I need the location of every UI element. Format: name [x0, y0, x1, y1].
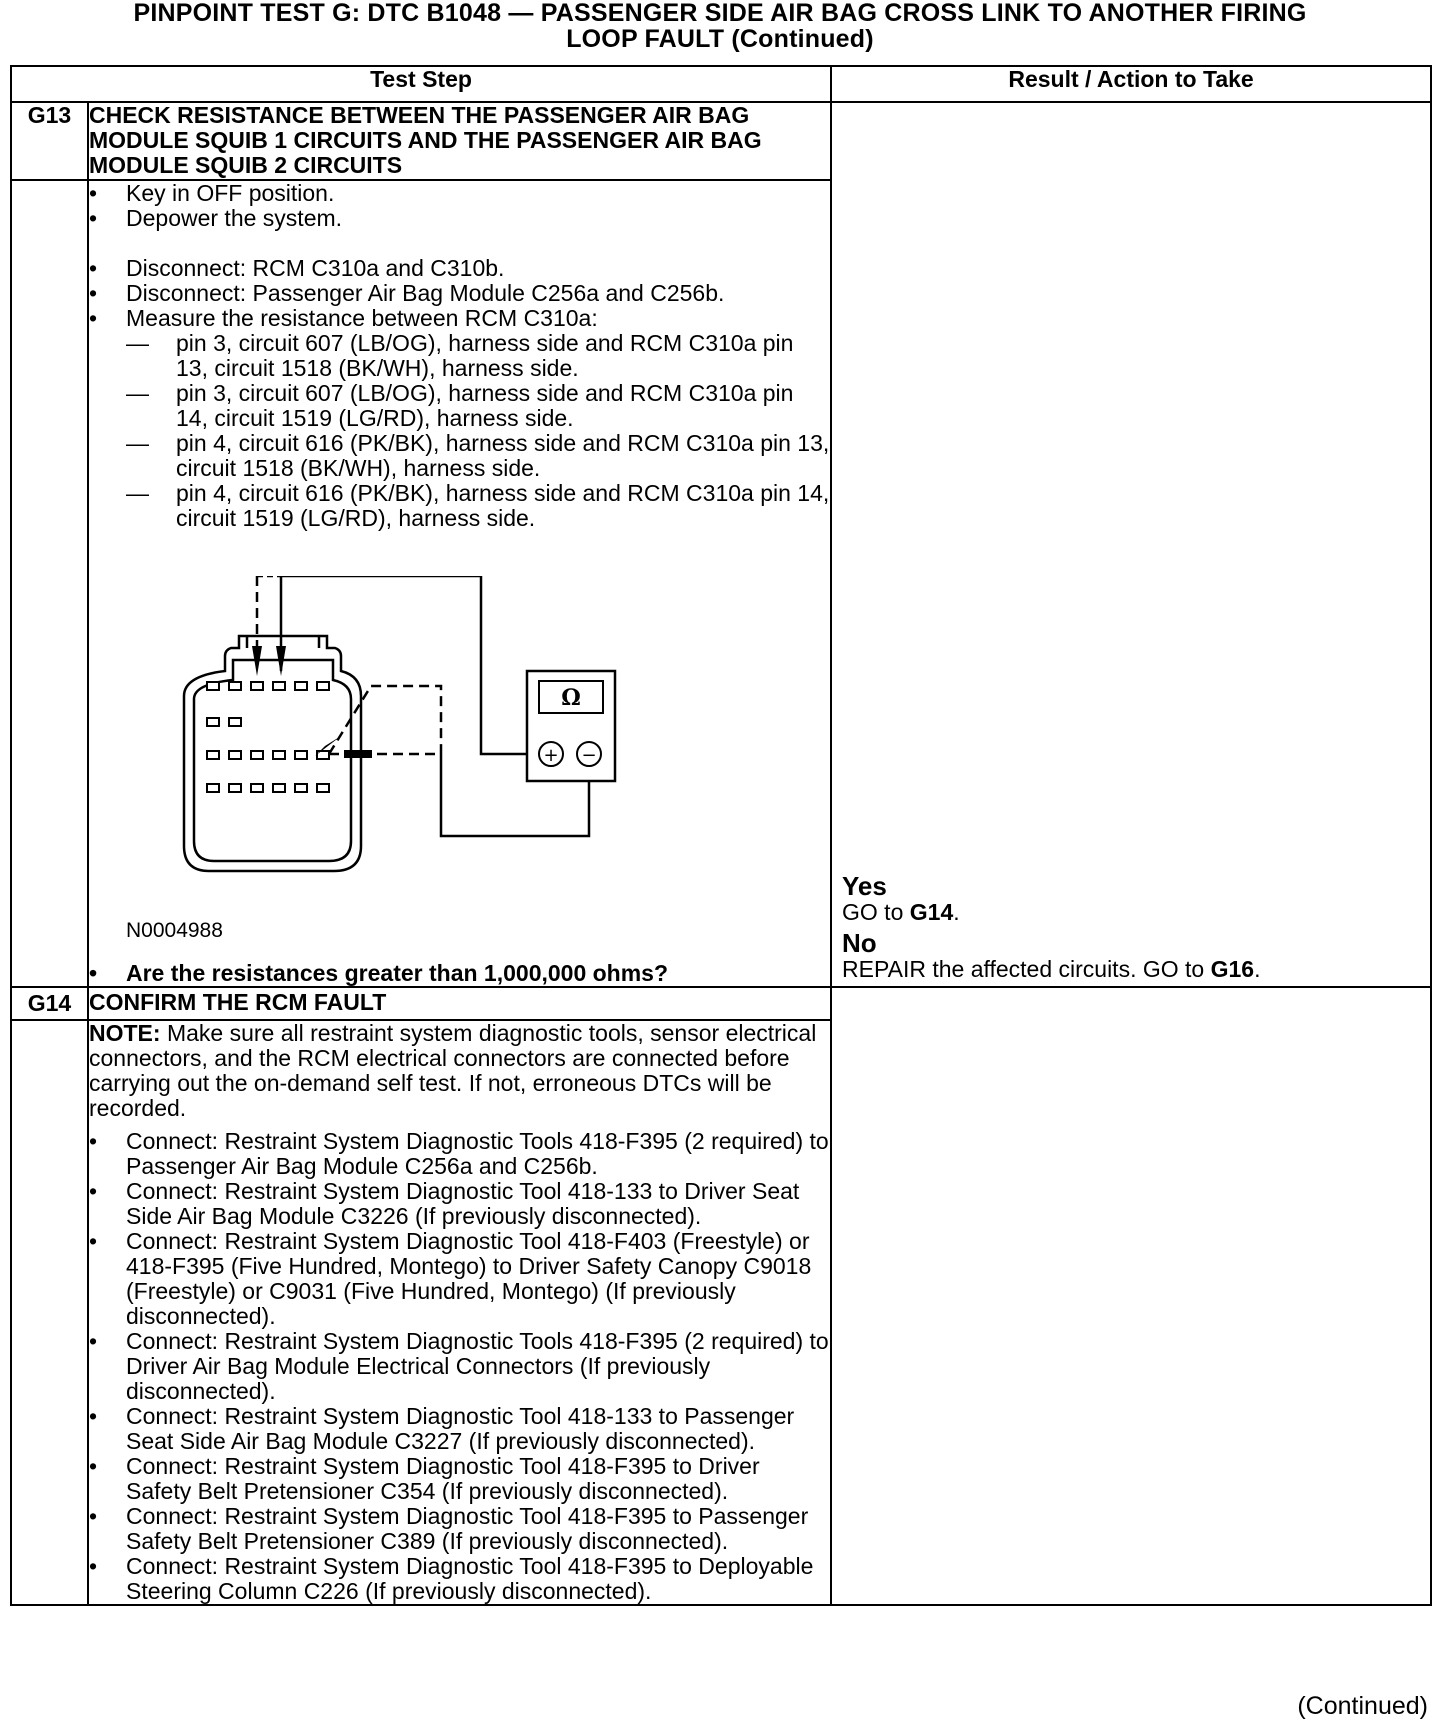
list-item: • Connect: Restraint System Diagnostic Tool 418-133 to Passenger Seat Side Air Bag Module C3227 (If previously disconnected). — [89, 1404, 830, 1454]
list-item: • Connect: Restraint System Diagnostic Tool 418-F395 to Deployable Steering Column C226 (If previously disconnected). — [89, 1554, 830, 1604]
list-item: • Connect: Restraint System Diagnostic Tools 418-F395 (2 required) to Driver Air Bag Module Electrical Connectors (If previously disconnected). — [89, 1329, 830, 1404]
step-id-spacer-g13 — [11, 180, 88, 987]
no-action-end: . — [1254, 956, 1261, 982]
connector-pins — [207, 682, 329, 792]
list-item: • Disconnect: Passenger Air Bag Module C256a and C256b. — [89, 281, 830, 306]
page-title-line-2: LOOP FAULT (Continued) — [566, 25, 874, 53]
step-g13-title-row — [11, 102, 1431, 180]
step-id-g13: G13 — [11, 102, 88, 180]
no-label: No — [842, 928, 877, 958]
continued-label: (Continued) — [1297, 1692, 1428, 1720]
step-content-g14 — [88, 1020, 831, 1605]
note-label: NOTE: — [89, 1020, 161, 1046]
list-item — [89, 306, 830, 531]
result-yes-no-g13 — [842, 872, 1260, 982]
list-item: • Connect: Restraint System Diagnostic Tool 418-133 to Driver Seat Side Air Bag Module C3226 (If previously disconnected). — [89, 1179, 830, 1229]
figure-code: N0004988 — [126, 919, 223, 942]
note-paragraph — [89, 1021, 830, 1121]
g14-bullets — [89, 1129, 830, 1604]
step-g14-title-row — [11, 987, 1431, 1020]
table-header-row — [11, 66, 1431, 102]
list-item: • Connect: Restraint System Diagnostic Tool 418-F395 to Passenger Safety Belt Pretensioner C389 (If previously disconnected). — [89, 1504, 830, 1554]
yes-action-text: GO to — [842, 899, 910, 925]
result-cell-g14 — [831, 987, 1431, 1605]
g13-bullets-b — [89, 256, 830, 531]
list-item: • Depower the system. — [89, 206, 830, 231]
plus-terminal-label: + — [543, 745, 559, 766]
ohmmeter-connector-diagram — [89, 576, 889, 916]
pinpoint-test-table — [10, 65, 1432, 1606]
list-item: — pin 3, circuit 607 (LB/OG), harness side and RCM C310a pin 13, circuit 1518 (BK/WH), harness side. — [126, 331, 830, 381]
list-item: — pin 3, circuit 607 (LB/OG), harness side and RCM C310a pin 14, circuit 1519 (LG/RD), harness side. — [126, 381, 830, 431]
page-title-line-1: PINPOINT TEST G: DTC B1048 — PASSENGER SIDE AIR BAG CROSS LINK TO ANOTHER FIRING — [133, 0, 1307, 27]
yes-label: Yes — [842, 871, 887, 901]
list-item: • Disconnect: RCM C310a and C310b. — [89, 256, 830, 281]
list-item: • Connect: Restraint System Diagnostic Tool 418-F395 to Driver Safety Belt Pretensioner C354 (If previously disconnected). — [89, 1454, 830, 1504]
connector-diagram — [89, 576, 889, 916]
ohm-symbol: Ω — [561, 685, 581, 711]
list-item: • Connect: Restraint System Diagnostic Tool 418-F403 (Freestyle) or 418-F395 (Five Hundred, Montego) to Driver Safety Canopy C9018 (Freestyle) or C9031 (Five Hundred, Montego) (If previously disconnected). — [89, 1229, 830, 1329]
yes-action-end: . — [953, 899, 960, 925]
step-title-g14: CONFIRM THE RCM FAULT — [88, 987, 831, 1020]
measure-instruction: Measure the resistance between RCM C310a: — [126, 305, 598, 331]
col-header-test-step: Test Step — [11, 66, 831, 102]
minus-terminal-label: − — [581, 745, 597, 766]
no-action-text: REPAIR the affected circuits. GO to — [842, 956, 1211, 982]
yes-action-link-g14[interactable]: G14 — [909, 899, 954, 925]
ohmmeter-icon — [527, 671, 615, 781]
note-text: Make sure all restraint system diagnostic tools, sensor electrical connectors, and the RCM electrical connectors are connected before carrying out the on-demand self test. If not, erroneous DTCs will be recorded. — [89, 1020, 817, 1121]
step-content-g13 — [88, 180, 831, 987]
step-id-g14: G14 — [11, 987, 88, 1020]
list-item: • Key in OFF position. — [89, 181, 830, 206]
no-action — [842, 957, 1260, 982]
col-header-result: Result / Action to Take — [831, 66, 1431, 102]
result-cell-g13 — [831, 102, 1431, 987]
list-item: • Connect: Restraint System Diagnostic Tools 418-F395 (2 required) to Passenger Air Bag Module C256a and C256b. — [89, 1129, 830, 1179]
yes-action — [842, 900, 1260, 925]
g13-bullets-a — [89, 181, 830, 231]
g13-dash-list — [126, 331, 830, 531]
page-title — [0, 0, 1440, 52]
list-item: — pin 4, circuit 616 (PK/BK), harness side and RCM C310a pin 14, circuit 1519 (LG/RD), harness side. — [126, 481, 830, 531]
step-title-g13: CHECK RESISTANCE BETWEEN THE PASSENGER AIR BAG MODULE SQUIB 1 CIRCUITS AND THE PASSENGER AIR BAG MODULE SQUIB 2 CIRCUITS — [88, 102, 831, 180]
no-action-link-g16[interactable]: G16 — [1210, 956, 1255, 982]
list-item: — pin 4, circuit 616 (PK/BK), harness side and RCM C310a pin 13, circuit 1518 (BK/WH), harness side. — [126, 431, 830, 481]
probe-tips — [252, 646, 372, 758]
step-question-g13: • Are the resistances greater than 1,000,000 ohms? — [89, 961, 830, 986]
step-id-spacer-g14 — [11, 1020, 88, 1605]
g13-question-list — [89, 961, 830, 986]
